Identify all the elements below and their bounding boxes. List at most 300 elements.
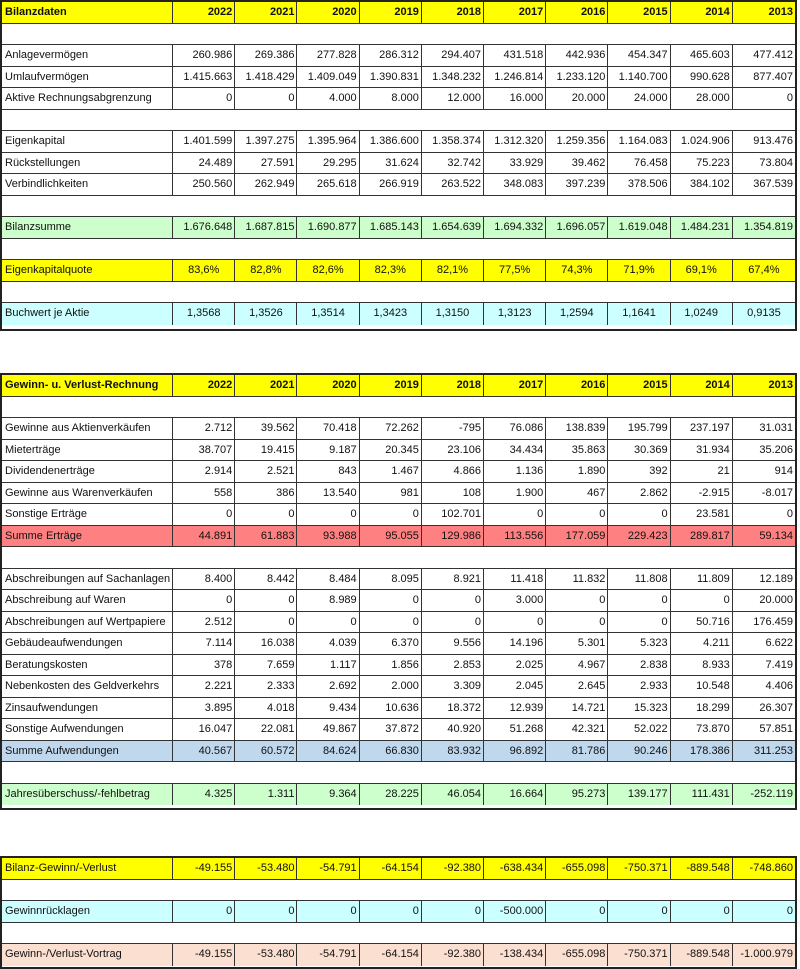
value-cell: -138.434 — [484, 944, 546, 966]
row-label: Gewinnrücklagen — [2, 901, 173, 922]
aktiva-row — [2, 88, 795, 110]
row-label: Verbindlichkeiten — [2, 174, 173, 195]
value-cell: 24.489 — [173, 153, 235, 174]
row-label: Rückstellungen — [2, 153, 173, 174]
value-cell: 386 — [235, 483, 297, 504]
value-cell: 0 — [786, 92, 793, 104]
spacer-row — [2, 282, 795, 304]
value-cell: -889.548 — [671, 858, 733, 879]
value-cell: 33.929 — [484, 153, 546, 174]
year-header: 2016 — [546, 2, 608, 23]
summe-aufwendungen-row — [2, 741, 795, 763]
row-label: Jahresüberschuss/-fehlbetrag — [2, 784, 173, 806]
value-cell: 367.539 — [753, 178, 793, 190]
value-cell: 50.716 — [671, 612, 733, 633]
aktiva-row — [2, 67, 795, 89]
value-cell: 7.114 — [173, 633, 235, 654]
value-cell: 0,9135 — [747, 307, 781, 319]
row-label: Aktive Rechnungsabgrenzung — [2, 88, 173, 109]
bilanz-title: Bilanzdaten — [2, 2, 173, 23]
value-cell: 18.372 — [422, 698, 484, 719]
value-cell: 95.273 — [546, 784, 608, 806]
ertrag-row — [2, 418, 795, 440]
value-cell: 20.000 — [759, 594, 793, 606]
year-header: 2018 — [422, 375, 484, 396]
value-cell: 0 — [671, 901, 733, 922]
value-cell: 397.239 — [546, 174, 608, 195]
year-header: 2020 — [297, 375, 359, 396]
year-header: 2019 — [360, 2, 422, 23]
value-cell: 83,6% — [173, 260, 235, 281]
value-cell: 16.038 — [235, 633, 297, 654]
value-cell: 1.467 — [360, 461, 422, 482]
value-cell: 1.696.057 — [546, 217, 608, 238]
value-cell: -1.000.979 — [740, 948, 793, 960]
value-cell: 51.268 — [484, 719, 546, 740]
value-cell: 30.369 — [608, 440, 670, 461]
value-cell: 10.548 — [671, 676, 733, 697]
value-cell: 52.022 — [608, 719, 670, 740]
value-cell: 0 — [173, 504, 235, 525]
value-cell: 0 — [360, 504, 422, 525]
value-cell: 15.323 — [608, 698, 670, 719]
value-cell: 113.556 — [484, 526, 546, 547]
year-header: 2019 — [360, 375, 422, 396]
value-cell: -750.371 — [608, 858, 670, 879]
value-cell: 1.140.700 — [608, 67, 670, 88]
row-label: Nebenkosten des Geldverkehrs — [2, 676, 173, 697]
value-cell: 1.233.120 — [546, 67, 608, 88]
value-cell: 31.624 — [360, 153, 422, 174]
value-cell: 1.484.231 — [671, 217, 733, 238]
value-cell: 348.083 — [484, 174, 546, 195]
value-cell: 57.851 — [759, 723, 793, 735]
value-cell: 76.458 — [608, 153, 670, 174]
row-label: Gewinn-/Verlust-Vortrag — [2, 944, 173, 966]
value-cell: 12.000 — [422, 88, 484, 109]
row-label: Sonstige Aufwendungen — [2, 719, 173, 740]
value-cell: 72.262 — [360, 418, 422, 439]
value-cell: 0 — [786, 905, 793, 917]
value-cell: 77,5% — [484, 260, 546, 281]
value-cell: 0 — [608, 901, 670, 922]
value-cell: -889.548 — [671, 944, 733, 966]
value-cell: 2.221 — [173, 676, 235, 697]
value-cell: 431.518 — [484, 45, 546, 66]
row-label: Summe Erträge — [2, 526, 173, 547]
value-cell: 38.707 — [173, 440, 235, 461]
value-cell: -53.480 — [235, 858, 297, 879]
aufwand-row — [2, 676, 795, 698]
aufwand-row — [2, 655, 795, 677]
year-header: 2021 — [235, 2, 297, 23]
value-cell: 90.246 — [608, 741, 670, 762]
value-cell: 74,3% — [546, 260, 608, 281]
spacer-row — [2, 880, 795, 902]
ertrag-row — [2, 483, 795, 505]
row-label: Summe Aufwendungen — [2, 741, 173, 762]
value-cell: 0 — [235, 504, 297, 525]
value-cell: 1.856 — [360, 655, 422, 676]
value-cell: 1.024.906 — [671, 131, 733, 152]
spacer-row — [2, 239, 795, 261]
row-label: Dividendenerträge — [2, 461, 173, 482]
guv-title: Gewinn- u. Verlust-Rechnung — [2, 375, 173, 396]
value-cell: 40.920 — [422, 719, 484, 740]
value-cell: 9.556 — [422, 633, 484, 654]
value-cell: -49.155 — [173, 858, 235, 879]
value-cell: 877.407 — [753, 70, 793, 83]
value-cell: 8.921 — [422, 569, 484, 590]
value-cell: -54.791 — [297, 858, 359, 879]
row-label: Abschreibung auf Waren — [2, 590, 173, 611]
value-cell: 0 — [297, 504, 359, 525]
value-cell: 0 — [173, 88, 235, 109]
value-cell: 378.506 — [608, 174, 670, 195]
value-cell: 1.409.049 — [297, 67, 359, 88]
passiva-row — [2, 174, 795, 196]
aktiva-row — [2, 45, 795, 67]
spacer-row — [2, 24, 795, 46]
value-cell: -92.380 — [422, 944, 484, 966]
value-cell: 82,1% — [422, 260, 484, 281]
gewinnruecklagen-row — [2, 901, 795, 923]
value-cell: 129.986 — [422, 526, 484, 547]
value-cell: 1.694.332 — [484, 217, 546, 238]
value-cell: -750.371 — [608, 944, 670, 966]
value-cell: 138.839 — [546, 418, 608, 439]
value-cell: 18.299 — [671, 698, 733, 719]
value-cell: 139.177 — [608, 784, 670, 806]
value-cell: 29.295 — [297, 153, 359, 174]
row-label: Eigenkapital — [2, 131, 173, 152]
value-cell: 1.117 — [297, 655, 359, 676]
value-cell: 286.312 — [360, 45, 422, 66]
value-cell: 11.809 — [671, 569, 733, 590]
value-cell: 102.701 — [422, 504, 484, 525]
value-cell: 59.134 — [759, 529, 793, 542]
value-cell: 73.870 — [671, 719, 733, 740]
value-cell: 11.808 — [608, 569, 670, 590]
value-cell: 4.039 — [297, 633, 359, 654]
aufwand-row — [2, 590, 795, 612]
year-header: 2021 — [235, 375, 297, 396]
value-cell: 95.055 — [360, 526, 422, 547]
value-cell: 4.866 — [422, 461, 484, 482]
value-cell: -64.154 — [360, 858, 422, 879]
value-cell: 8.442 — [235, 569, 297, 590]
value-cell: 1.685.143 — [360, 217, 422, 238]
value-cell: -8.017 — [761, 486, 793, 499]
value-cell: 467 — [546, 483, 608, 504]
value-cell: 70.418 — [297, 418, 359, 439]
value-cell: 178.386 — [671, 741, 733, 762]
value-cell: 40.567 — [173, 741, 235, 762]
value-cell: 5.323 — [608, 633, 670, 654]
value-cell: 4.406 — [765, 680, 793, 692]
value-cell: 8.933 — [671, 655, 733, 676]
value-cell: 81.786 — [546, 741, 608, 762]
value-cell: 108 — [422, 483, 484, 504]
summe-ertraege-row — [2, 526, 795, 548]
row-label: Buchwert je Aktie — [2, 303, 173, 325]
value-cell: 1.358.374 — [422, 131, 484, 152]
value-cell: -2.915 — [671, 483, 733, 504]
value-cell: 1.259.356 — [546, 131, 608, 152]
value-cell: 8.000 — [360, 88, 422, 109]
value-cell: -49.155 — [173, 944, 235, 966]
value-cell: 46.054 — [422, 784, 484, 806]
value-cell: 1.311 — [235, 784, 297, 806]
value-cell: 8.484 — [297, 569, 359, 590]
value-cell: -748.860 — [749, 862, 793, 874]
value-cell: 0 — [546, 901, 608, 922]
value-cell: 16.000 — [484, 88, 546, 109]
row-label: Abschreibungen auf Sachanlagen — [2, 569, 173, 590]
value-cell: 11.418 — [484, 569, 546, 590]
value-cell: 237.197 — [671, 418, 733, 439]
value-cell: 0 — [235, 590, 297, 611]
value-cell: 0 — [235, 88, 297, 109]
value-cell: 2.712 — [173, 418, 235, 439]
value-cell: 0 — [422, 901, 484, 922]
value-cell: 0 — [235, 901, 297, 922]
year-header: 2014 — [671, 2, 733, 23]
value-cell: 1,2594 — [546, 303, 608, 325]
value-cell: 28.000 — [671, 88, 733, 109]
value-cell: 250.560 — [173, 174, 235, 195]
value-cell: 12.939 — [484, 698, 546, 719]
value-cell: 2.692 — [297, 676, 359, 697]
value-cell: -500.000 — [484, 901, 546, 922]
jahresergebnis-row — [2, 784, 795, 806]
row-label: Gewinne aus Warenverkäufen — [2, 483, 173, 504]
value-cell: 32.742 — [422, 153, 484, 174]
value-cell: 3.000 — [484, 590, 546, 611]
spacer-row — [2, 547, 795, 569]
value-cell: 0 — [546, 504, 608, 525]
year-header: 2014 — [671, 375, 733, 396]
value-cell: 384.102 — [671, 174, 733, 195]
value-cell: 1.654.639 — [422, 217, 484, 238]
value-cell: 2.933 — [608, 676, 670, 697]
value-cell: 1.619.048 — [608, 217, 670, 238]
value-cell: 1,0249 — [671, 303, 733, 325]
year-header: 2015 — [608, 2, 670, 23]
value-cell: 4.325 — [173, 784, 235, 806]
value-cell: 60.572 — [235, 741, 297, 762]
value-cell: 1.164.083 — [608, 131, 670, 152]
value-cell: 0 — [422, 612, 484, 633]
value-cell: 990.628 — [671, 67, 733, 88]
value-cell: 311.253 — [754, 744, 793, 757]
value-cell: 229.423 — [608, 526, 670, 547]
value-cell: 0 — [422, 590, 484, 611]
bilanz-header-row — [2, 2, 795, 24]
row-label: Beratungskosten — [2, 655, 173, 676]
value-cell: 27.591 — [235, 153, 297, 174]
aufwand-row — [2, 569, 795, 591]
value-cell: 0 — [360, 590, 422, 611]
value-cell: 2.862 — [608, 483, 670, 504]
row-label: Eigenkapitalquote — [2, 260, 173, 281]
value-cell: 0 — [608, 504, 670, 525]
year-header: 2022 — [173, 2, 235, 23]
spacer-row — [2, 397, 795, 419]
value-cell: 1.312.320 — [484, 131, 546, 152]
value-cell: 294.407 — [422, 45, 484, 66]
value-cell: 7.659 — [235, 655, 297, 676]
value-cell: 843 — [297, 461, 359, 482]
value-cell: 10.636 — [360, 698, 422, 719]
value-cell: 378 — [173, 655, 235, 676]
row-label: Abschreibungen auf Wertpapiere — [2, 612, 173, 633]
value-cell: 44.891 — [173, 526, 235, 547]
value-cell: 1.395.964 — [297, 131, 359, 152]
value-cell: -655.098 — [546, 944, 608, 966]
row-label: Zinsaufwendungen — [2, 698, 173, 719]
ertrag-row — [2, 461, 795, 483]
year-header: 2013 — [768, 379, 793, 391]
value-cell: 49.867 — [297, 719, 359, 740]
value-cell: 1,3423 — [360, 303, 422, 325]
spacer-row — [2, 196, 795, 218]
value-cell: 262.949 — [235, 174, 297, 195]
bilanzgewinn-row — [2, 858, 795, 880]
value-cell: 9.434 — [297, 698, 359, 719]
spacer-row — [2, 762, 795, 784]
value-cell: 3.309 — [422, 676, 484, 697]
value-cell: 6.622 — [765, 637, 793, 649]
eigenkapitalquote-row — [2, 260, 795, 282]
value-cell: -53.480 — [235, 944, 297, 966]
value-cell: 5.301 — [546, 633, 608, 654]
value-cell: 21 — [671, 461, 733, 482]
vortrag-row — [2, 944, 795, 966]
value-cell: 1.890 — [546, 461, 608, 482]
guv-table — [0, 373, 797, 810]
passiva-row — [2, 131, 795, 153]
value-cell: 42.321 — [546, 719, 608, 740]
value-cell: 0 — [608, 612, 670, 633]
value-cell: 0 — [173, 901, 235, 922]
value-cell: 1,1641 — [608, 303, 670, 325]
value-cell: 6.370 — [360, 633, 422, 654]
value-cell: 981 — [360, 483, 422, 504]
value-cell: 0 — [235, 612, 297, 633]
value-cell: 20.000 — [546, 88, 608, 109]
value-cell: -655.098 — [546, 858, 608, 879]
value-cell: 1,3514 — [297, 303, 359, 325]
value-cell: 1.687.815 — [235, 217, 297, 238]
value-cell: 7.419 — [765, 658, 793, 671]
value-cell: -252.119 — [750, 787, 793, 800]
value-cell: 16.047 — [173, 719, 235, 740]
value-cell: 266.919 — [360, 174, 422, 195]
value-cell: 1.418.429 — [235, 67, 297, 88]
year-header: 2022 — [173, 375, 235, 396]
ergebnis-table — [0, 856, 797, 969]
value-cell: 39.462 — [546, 153, 608, 174]
spacer-row — [2, 923, 795, 945]
value-cell: 69,1% — [671, 260, 733, 281]
value-cell: 11.832 — [546, 569, 608, 590]
value-cell: 24.000 — [608, 88, 670, 109]
value-cell: 0 — [786, 508, 793, 520]
value-cell: 1.390.831 — [360, 67, 422, 88]
value-cell: 260.986 — [173, 45, 235, 66]
row-label: Bilanz-Gewinn/-Verlust — [2, 858, 173, 879]
value-cell: 4.018 — [235, 698, 297, 719]
value-cell: 35.863 — [546, 440, 608, 461]
value-cell: 1,3123 — [484, 303, 546, 325]
value-cell: 0 — [484, 612, 546, 633]
value-cell: 1.415.663 — [173, 67, 235, 88]
value-cell: 1.246.814 — [484, 67, 546, 88]
value-cell: 84.624 — [297, 741, 359, 762]
row-label: Sonstige Erträge — [2, 504, 173, 525]
value-cell: 2.853 — [422, 655, 484, 676]
year-header: 2018 — [422, 2, 484, 23]
value-cell: 66.830 — [360, 741, 422, 762]
ertrag-row — [2, 440, 795, 462]
value-cell: 35.206 — [759, 443, 793, 456]
value-cell: 914 — [774, 465, 793, 477]
value-cell: 0 — [546, 590, 608, 611]
aufwand-row — [2, 698, 795, 720]
value-cell: 28.225 — [360, 784, 422, 806]
value-cell: 39.562 — [235, 418, 297, 439]
year-header: 2020 — [297, 2, 359, 23]
value-cell: 8.095 — [360, 569, 422, 590]
value-cell: 4.211 — [671, 633, 733, 654]
value-cell: 477.412 — [753, 49, 793, 61]
row-label: Umlaufvermögen — [2, 67, 173, 88]
passiva-row — [2, 153, 795, 175]
value-cell: 82,6% — [297, 260, 359, 281]
value-cell: -92.380 — [422, 858, 484, 879]
value-cell: 1.354.819 — [744, 221, 793, 233]
row-label: Bilanzsumme — [2, 217, 173, 238]
value-cell: 1.386.600 — [360, 131, 422, 152]
value-cell: 1.690.877 — [297, 217, 359, 238]
value-cell: 76.086 — [484, 418, 546, 439]
value-cell: 4.967 — [546, 655, 608, 676]
value-cell: 23.106 — [422, 440, 484, 461]
bilanz-table — [0, 0, 797, 331]
value-cell: 263.522 — [422, 174, 484, 195]
value-cell: 1.397.275 — [235, 131, 297, 152]
value-cell: 4.000 — [297, 88, 359, 109]
value-cell: 1.676.648 — [173, 217, 235, 238]
value-cell: 9.364 — [297, 784, 359, 806]
value-cell: 1,3526 — [235, 303, 297, 325]
value-cell: 9.187 — [297, 440, 359, 461]
value-cell: 67,4% — [748, 264, 780, 276]
value-cell: 8.989 — [297, 590, 359, 611]
value-cell: 0 — [297, 901, 359, 922]
value-cell: 37.872 — [360, 719, 422, 740]
value-cell: 442.936 — [546, 45, 608, 66]
value-cell: 176.459 — [753, 615, 793, 628]
year-header: 2016 — [546, 375, 608, 396]
value-cell: 195.799 — [608, 418, 670, 439]
value-cell: 0 — [173, 590, 235, 611]
value-cell: 22.081 — [235, 719, 297, 740]
value-cell: 913.476 — [753, 135, 793, 147]
row-label: Anlagevermögen — [2, 45, 173, 66]
value-cell: 34.434 — [484, 440, 546, 461]
